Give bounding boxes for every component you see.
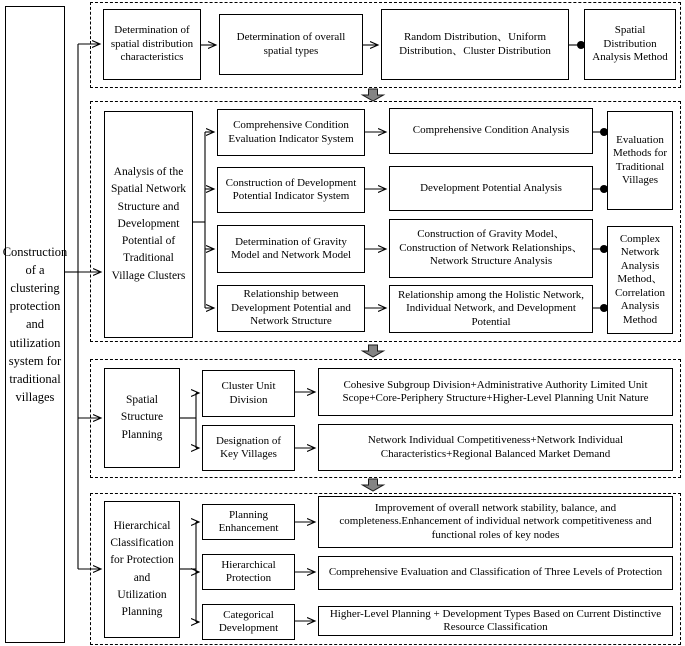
step-box-cluster-unit-division — [202, 370, 295, 417]
section-title-box-analysis — [104, 111, 193, 338]
result-box-condition-analysis — [389, 108, 593, 154]
method-box-evaluation-methods — [607, 111, 673, 210]
step-label: Determination of Gravity Model and Network Model — [230, 235, 352, 261]
step-box-potential-structure-relation — [217, 285, 365, 332]
step-label: Relationship between Development Potential and Network Structure — [231, 288, 351, 328]
method-box-complex-network — [607, 226, 673, 334]
result-label: Development Potential Analysis — [420, 181, 562, 194]
step-box-planning-enhancement — [202, 504, 295, 540]
down-arrow-icon — [363, 479, 384, 491]
step-box-distribution-characteristics — [103, 9, 201, 80]
root-box — [2, 6, 68, 643]
step-label: Hierarchical Protection — [221, 558, 276, 584]
step-label: Determination of overall spatial types — [236, 31, 346, 57]
result-box-network-improvement — [318, 496, 673, 548]
method-box-spatial-distribution — [584, 9, 676, 80]
result-label: Comprehensive Evaluation and Classification of Three Levels of Protection — [328, 566, 663, 579]
result-label: Improvement of overall network stability, balance, and completeness.Enhancement of individual network competitiveness and functional roles of key nodes — [339, 501, 652, 541]
step-label: Designation of Key Villages — [215, 434, 282, 460]
result-box-cluster-unit-criteria — [318, 368, 673, 416]
down-arrow-icon — [363, 89, 384, 101]
step-box-hierarchical-protection — [202, 554, 295, 590]
down-arrow-icon — [363, 345, 384, 357]
section-title-box-hierarchy — [104, 501, 180, 638]
step-box-overall-spatial-types — [219, 14, 363, 75]
result-box-network-construction — [389, 219, 593, 278]
step-label: Planning Enhancement — [218, 508, 279, 534]
result-box-development-types — [318, 606, 673, 636]
result-label: Construction of Gravity Model、Construction of Network Relationships、 Network Structure Analysis — [399, 228, 583, 268]
result-label: Random Distribution、Uniform Distribution、Cluster Distribution — [399, 31, 551, 57]
result-label: Relationship among the Holistic Network, Individual Network, and Development Potential — [397, 288, 585, 328]
result-box-three-levels-protection — [318, 556, 673, 590]
result-box-key-village-criteria — [318, 424, 673, 471]
step-label: Categorical Development — [218, 608, 279, 634]
step-box-condition-indicator — [217, 109, 365, 156]
step-box-key-villages — [202, 425, 295, 471]
step-label: Construction of Development Potential Indicator System — [225, 176, 357, 202]
method-label: Spatial Distribution Analysis Method — [592, 24, 668, 64]
result-label: Comprehensive Condition Analysis — [412, 124, 570, 137]
step-label: Comprehensive Condition Evaluation Indicator System — [228, 119, 354, 145]
result-box-distribution-types — [381, 9, 569, 80]
result-label: Network Individual Competitiveness+Network Individual Characteristics+Regional Balanced Market Demand — [367, 434, 624, 460]
result-label: Cohesive Subgroup Division+Administrative Authority Limited Unit Scope+Core-Periphery Structure+Higher-Level Planning Unit Nature — [342, 378, 649, 404]
method-label: Evaluation Methods for Traditional Villages — [612, 133, 668, 186]
section-title-box-planning — [104, 368, 180, 468]
result-box-potential-analysis — [389, 166, 593, 211]
result-label: Higher-Level Planning + Development Types Based on Current Distinctive Resource Classification — [329, 607, 662, 633]
result-box-holistic-relationship — [389, 285, 593, 333]
step-label: Cluster Unit Division — [221, 380, 276, 406]
step-box-potential-indicator — [217, 167, 365, 213]
step-label: Determination of spatial distribution characteristics — [110, 24, 194, 64]
section-title: Hierarchical Classification for Protection and Utilization Planning — [110, 519, 174, 618]
step-box-gravity-network-model — [217, 225, 365, 273]
step-box-categorical-development — [202, 604, 295, 640]
section-title: Spatial Structure Planning — [120, 394, 164, 441]
method-label: Complex Network Analysis Method、Correlation Analysis Method — [614, 233, 666, 326]
root-label: Construction of a clustering protection and utilization system for traditional villages — [2, 244, 68, 404]
section-title: Analysis of the Spatial Network Structure and Development Potential of Traditional Village Clusters — [110, 166, 187, 282]
